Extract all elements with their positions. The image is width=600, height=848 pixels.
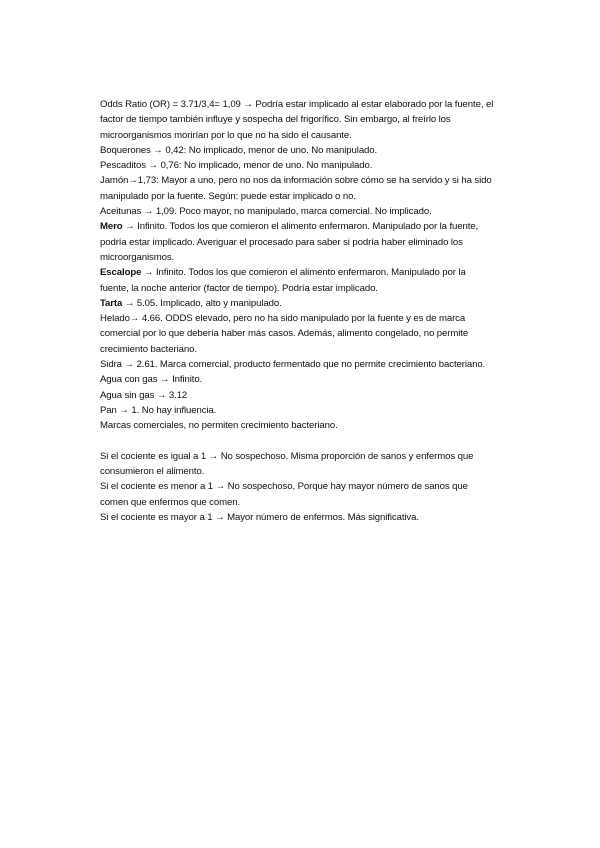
- paragraph-text: Aceitunas → 1,09. Poco mayor, no manipulado, marca comercial. No implicado.: [100, 206, 432, 218]
- paragraph-jamon: [100, 173, 495, 204]
- paragraph-cociente-mayor: [100, 510, 495, 525]
- paragraph-text: Pescaditos → 0,76: No implicado, menor de uno. No manipulado.: [100, 160, 373, 172]
- paragraph-text: Marcas comerciales, no permiten crecimiento bacteriano.: [100, 420, 338, 432]
- paragraph-text: Si el cociente es mayor a 1 → Mayor número de enfermos. Más significativa.: [100, 512, 419, 524]
- paragraph-aceitunas: [100, 204, 495, 219]
- paragraph-text: Odds Ratio (OR) = 3.71/3,4= 1,09 → Podría estar implicado al estar elaborado por la fuente, el factor de tiempo también influye y sospecha del frigorífico. Sin embargo, al freírlo los microorganismos morirían por lo que no ha sido el causante.: [100, 99, 494, 141]
- paragraph-odds-ratio: [100, 97, 495, 143]
- paragraph-keyword: Escalope: [100, 267, 142, 279]
- paragraph-text: Agua con gas → Infinito.: [100, 374, 203, 386]
- paragraph-escalope: [100, 265, 495, 296]
- paragraph-text: Boquerones → 0,42: No implicado, menor de uno. No manipulado.: [100, 144, 378, 156]
- paragraph-keyword: Mero: [100, 221, 123, 233]
- paragraph-helado: [100, 311, 495, 357]
- paragraph-text: Si el cociente es menor a 1 → No sospechoso, Porque hay mayor número de sanos que comen que enfermos que comen.: [100, 481, 468, 508]
- paragraph-cociente-menor: [100, 479, 495, 510]
- paragraph-cociente-igual: [100, 449, 495, 480]
- paragraph-mero: [100, 219, 495, 265]
- paragraph-text: Helado→ 4.66. ODDS elevado, pero no ha sido manipulado por la fuente y es de marca comercial por lo que debería haber más casos. Además, alimento congelado, no permite crecimiento bacteriano.: [100, 313, 469, 355]
- paragraph-pescaditos: [100, 158, 495, 173]
- paragraph-text: Jamón→1,73: Mayor a uno, pero no nos da información sobre cómo se ha servido y si ha sido manipulado por la fuente. Según: puede estar implicado o no.: [100, 175, 492, 202]
- paragraph-text: Si el cociente es igual a 1 → No sospechoso. Misma proporción de sanos y enfermos que consumieron el alimento.: [100, 450, 474, 478]
- paragraph-keyword: Tarta: [100, 297, 123, 309]
- paragraph-text: Pan → 1. No hay influencia.: [100, 404, 217, 416]
- paragraph-boquerones: [100, 143, 495, 158]
- paragraph-text: → Infinito. Todos los que comieron el alimento enfermaron. Manipulado por la fuente, podría estar implicado. Averiguar el procesado para saber si podría haber eliminado los microorganismos.: [100, 221, 479, 263]
- paragraph-agua-sin-gas: [100, 388, 495, 403]
- paragraph-tarta: [100, 296, 495, 311]
- paragraph-sidra: [100, 357, 495, 372]
- paragraph-marcas-comerciales: [100, 418, 495, 433]
- paragraph-text: → 5.05. Implicado, alto y manipulado.: [122, 297, 282, 309]
- paragraph-text: Agua sin gas → 3.12: [100, 389, 188, 401]
- document-body: [100, 97, 495, 525]
- paragraph-pan: [100, 403, 495, 418]
- paragraph-text: → Infinito. Todos los que comieron el alimento enfermaron. Manipulado por la fuente, la noche anterior (factor de tiempo). Podría estar implicado.: [100, 267, 466, 294]
- paragraph-text: Sidra → 2.61. Marca comercial, producto fermentado que no permite crecimiento bacteriano.: [100, 359, 486, 371]
- paragraph-agua-con-gas: [100, 372, 495, 387]
